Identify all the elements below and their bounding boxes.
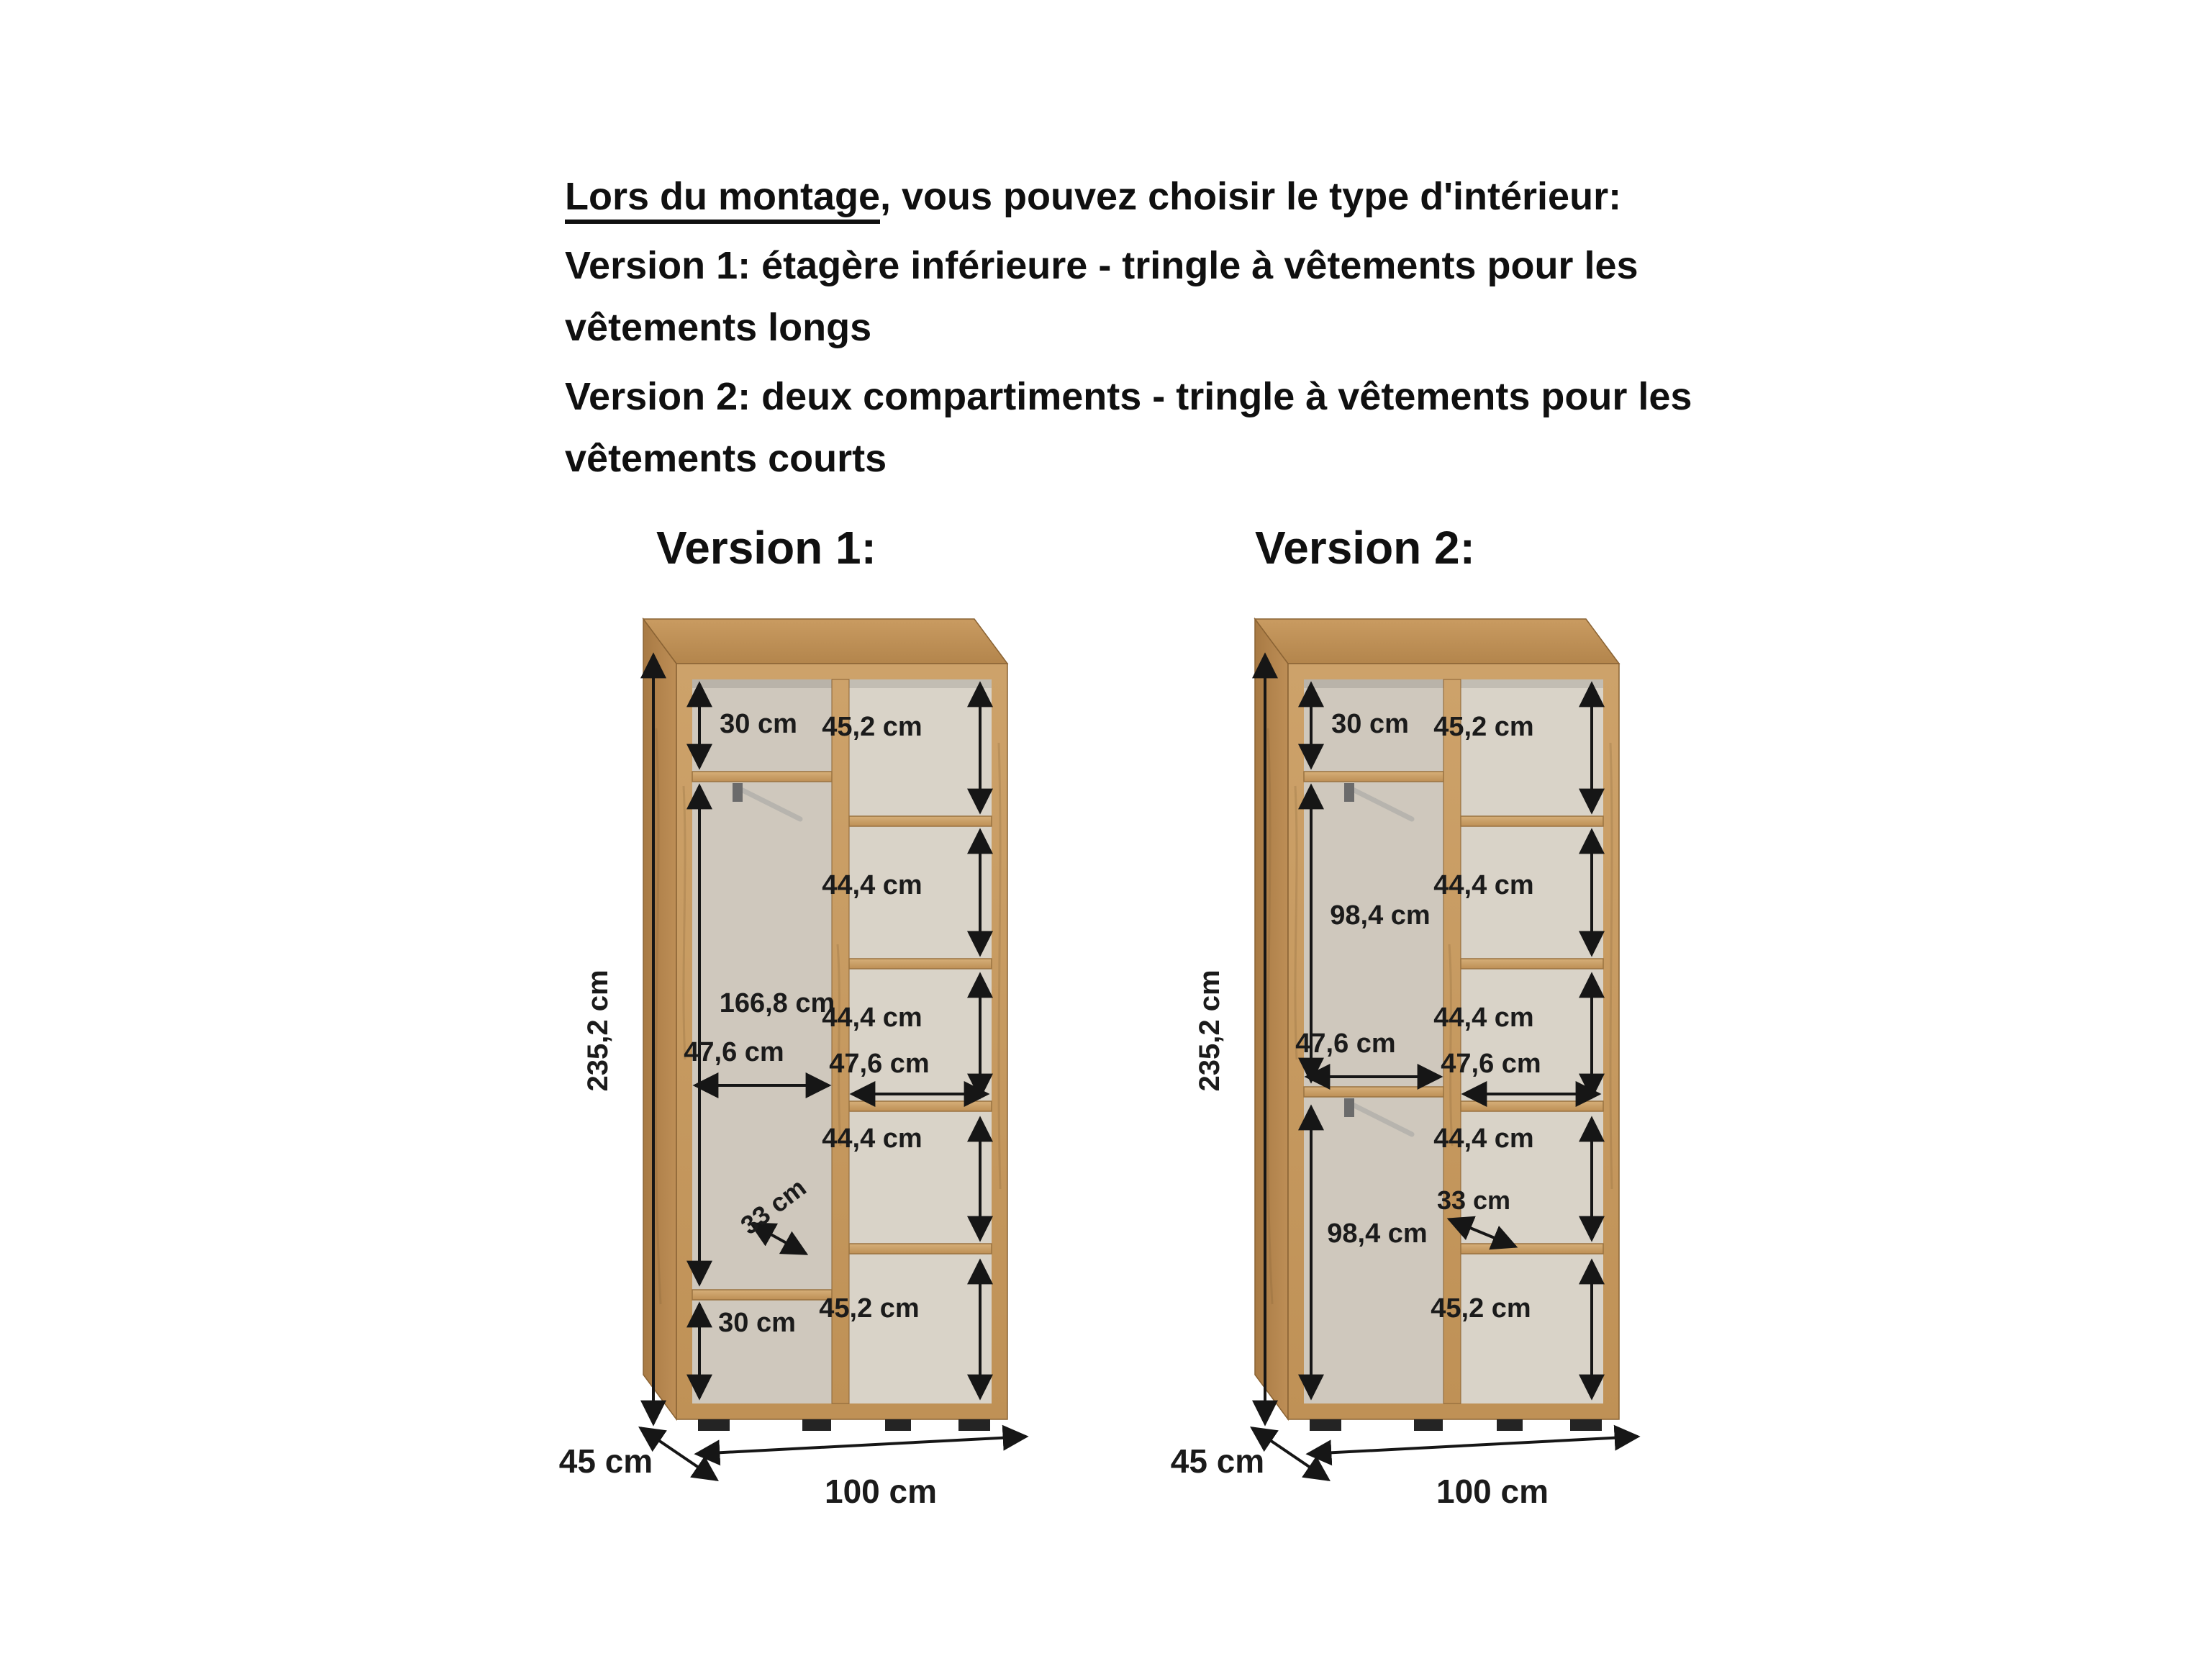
v1-shelf-left-bottom [692,1290,832,1300]
v2-shelf-right-4 [1461,1244,1603,1254]
v2-top-panel [1255,619,1619,664]
version2-diagram [1159,570,1662,1592]
v1-label-right-s1: 45,2 cm [822,712,923,742]
intro-rest: , vous pouvez choisir le type d'intérieur: [880,175,1622,218]
v2-label-right-s5: 45,2 cm [1431,1293,1531,1324]
v1-label-total-height: 235,2 cm [582,969,614,1092]
v2-label-right-s1: 45,2 cm [1433,712,1534,742]
v2-shelf-right-3 [1461,1101,1603,1111]
v1-shelf-right-3 [849,1101,992,1111]
v1-label-right-s3: 44,4 cm [822,1003,923,1033]
v2-feet [1310,1419,1602,1431]
v2-wood-grain [1610,743,1612,1189]
intro-text [565,166,1716,497]
v1-foot [958,1419,990,1431]
v2-rod-bracket-top [1344,783,1354,802]
v2-label-left-top: 30 cm [1331,709,1409,739]
v1-label-total-width: 100 cm [824,1473,938,1510]
v2-shelf-right-1 [1461,816,1603,826]
version1-title: Version 1: [656,522,876,574]
v2-label-left-lower: 98,4 cm [1327,1219,1428,1249]
v2-foot [1570,1419,1602,1431]
v2-label-right-s2: 44,4 cm [1433,870,1534,900]
v1-shelf-right-4 [849,1244,992,1254]
v1-shelf-right-2 [849,959,992,969]
v1-label-right-s4: 44,4 cm [822,1124,923,1154]
v2-shelf-right-2 [1461,959,1603,969]
intro-underlined: Lors du montage [565,175,880,224]
v2-foot [1310,1419,1341,1431]
v1-label-shelf-depth: 33 cm [735,1172,812,1241]
v1-rod-bracket [733,783,743,802]
intro-line-version1: Version 1: étagère inférieure - tringle à vêtements pour les vêtements longs [565,244,1638,349]
v1-label-right-s2: 44,4 cm [822,870,923,900]
v1-label-left-middle: 166,8 cm [719,988,835,1018]
v1-shelf-right-1 [849,816,992,826]
v1-foot [698,1419,730,1431]
v1-label-right-width: 47,6 cm [829,1049,930,1079]
v2-wood-grain [1295,786,1297,1059]
v1-wood-grain [999,743,1000,1189]
v2-foot [1497,1419,1523,1431]
v1-wood-grain [684,786,685,1059]
v2-shelf-left-middle [1304,1087,1443,1097]
v2-label-right-s4: 44,4 cm [1433,1124,1534,1154]
v1-foot [802,1419,831,1431]
v2-label-right-width: 47,6 cm [1441,1049,1541,1079]
v1-label-right-s5: 45,2 cm [819,1293,920,1324]
v2-label-total-width: 100 cm [1436,1473,1549,1510]
version2-title: Version 2: [1255,522,1475,574]
intro-line-main [565,166,1716,227]
v1-label-total-depth: 45 cm [558,1442,653,1480]
v1-foot [885,1419,911,1431]
v2-label-left-width: 47,6 cm [1295,1029,1396,1059]
v2-rod-bracket-middle [1344,1098,1354,1117]
v2-foot [1414,1419,1443,1431]
v1-label-left-bottom: 30 cm [718,1308,796,1338]
v1-feet [698,1419,990,1431]
v1-label-left-top: 30 cm [720,709,797,739]
v2-shelf-left-top [1304,772,1443,782]
v2-label-total-height: 235,2 cm [1194,969,1225,1092]
v1-arrow-total-width [697,1437,1026,1454]
v1-top-panel [643,619,1007,664]
v2-label-total-depth: 45 cm [1170,1442,1265,1480]
v2-label-shelf-depth: 33 cm [1436,1185,1511,1215]
intro-line-version2: Version 2: deux compartiments - tringle à vêtements pour les vêtements courts [565,375,1692,480]
version1-diagram [547,570,1051,1592]
v2-label-right-s3: 44,4 cm [1433,1003,1534,1033]
v2-arrow-total-width [1308,1437,1638,1454]
v1-shelf-left-top [692,772,832,782]
v1-label-left-width: 47,6 cm [684,1037,784,1067]
v2-label-left-upper: 98,4 cm [1330,900,1431,931]
